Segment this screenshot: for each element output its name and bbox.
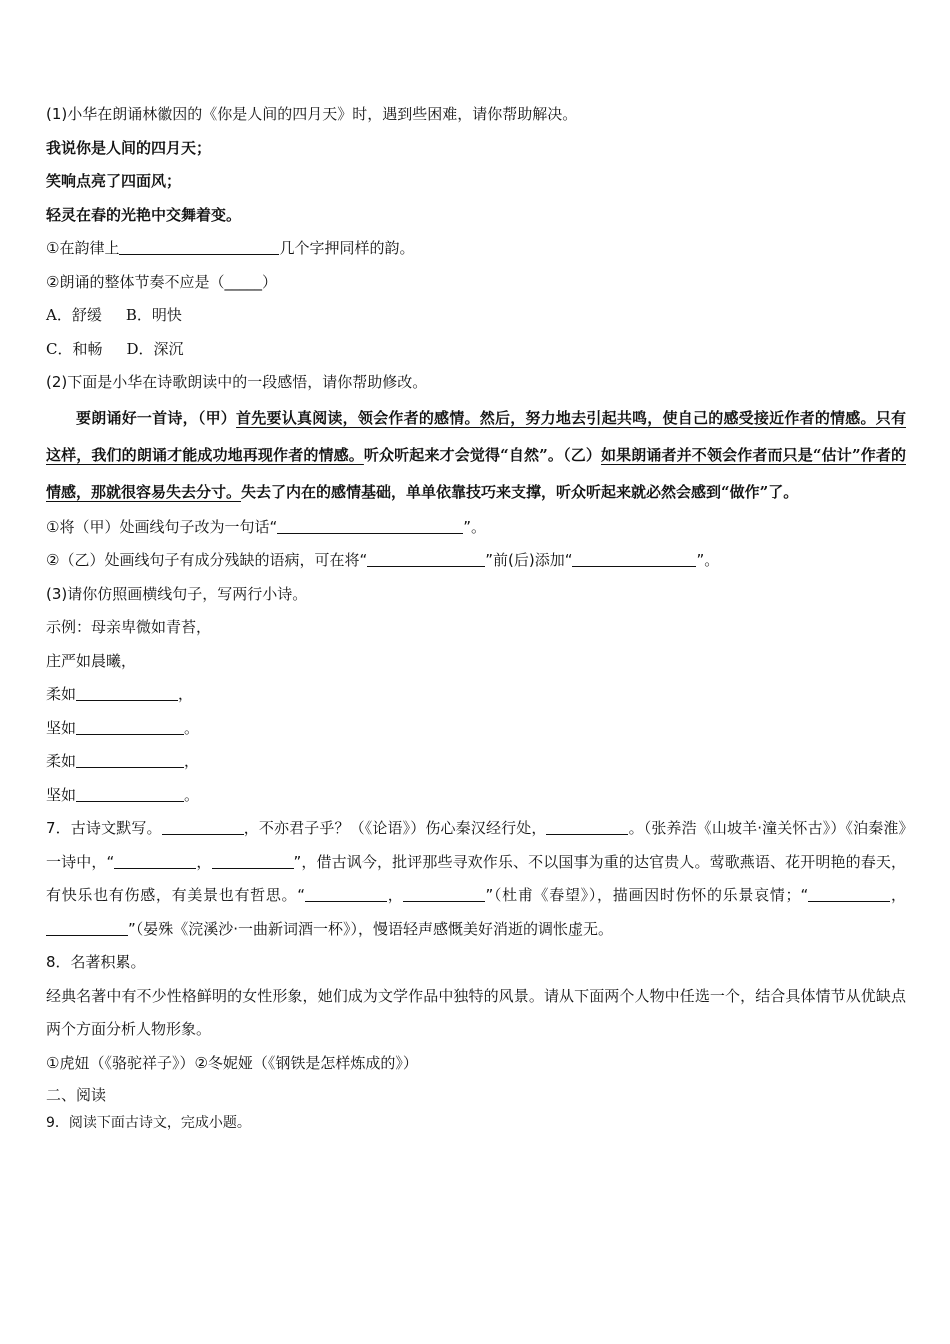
q7-text: ”（杜甫《春望》），描画因时伤怀的乐景哀情；“ [485, 886, 809, 904]
answer-blank[interactable] [76, 786, 184, 802]
q7-text: ， [196, 852, 212, 871]
q7-text: ”（晏殊《浣溪沙·一曲新词酒一杯》），慢语轻声感慨美好消逝的调怅虚无。 [128, 919, 614, 938]
q6-2-sub2-mid: ”前(后)添加“ [485, 551, 573, 569]
line-prefix: 柔如 [46, 685, 77, 703]
option-a: A．舒缓 [46, 306, 102, 324]
line-suffix: ， [178, 685, 194, 703]
q8-title: 8．名著积累。 [46, 953, 146, 971]
q7-text: ， [890, 886, 906, 904]
imitation-line-2 [46, 712, 906, 746]
options-row-2 [46, 333, 906, 367]
answer-blank[interactable] [367, 551, 485, 567]
q6-2-sub2-pre: ②（乙）处画线句子有成分残缺的语病，可在将“ [46, 551, 368, 569]
document-page [46, 98, 906, 1136]
q6-3-example-2: 庄严如晨曦， [46, 651, 137, 670]
q6-1-sub2: ②朗诵的整体节奏不应是（_____） [46, 272, 277, 291]
imitation-line-4 [46, 779, 906, 813]
q6-2-sub2 [46, 544, 906, 578]
answer-blank[interactable] [76, 752, 184, 768]
q6-3-example: 示例：母亲卑微如青苔， [46, 618, 212, 636]
answer-blank[interactable] [808, 886, 890, 902]
q6-2-sub1-post: ”。 [463, 517, 487, 536]
line-prefix: 柔如 [46, 752, 77, 770]
section-2-title: 二、阅读 [46, 1086, 107, 1104]
options-row-1 [46, 299, 906, 333]
answer-blank[interactable] [114, 853, 196, 869]
passage-underline-yi: 如果朗诵者并不领会作者而只是“估计”作者的情感，那就很容易失去分寸。 [46, 445, 906, 501]
answer-blank[interactable] [162, 819, 244, 835]
answer-blank[interactable] [572, 551, 696, 567]
answer-blank[interactable] [46, 920, 128, 936]
line-suffix: 。 [184, 785, 200, 804]
q6-2-sub1 [46, 511, 906, 545]
answer-blank[interactable] [76, 685, 178, 701]
option-d: D．深沉 [126, 339, 184, 358]
q6-2-passage [46, 400, 906, 511]
option-c: C．和畅 [46, 339, 103, 358]
answer-blank[interactable] [119, 239, 279, 255]
q6-2-sub1-pre: ①将（甲）处画线句子改为一句话“ [46, 517, 278, 536]
answer-blank[interactable] [403, 886, 485, 902]
imitation-line-3 [46, 745, 906, 779]
passage-part-c: 听众听起来才会觉得“自然”。（乙） [363, 445, 601, 464]
poem-line-2: 笑响点亮了四面风； [46, 172, 182, 190]
q6-3-intro: (3)请你仿照画横线句子，写两行小诗。 [46, 584, 308, 603]
q9-intro: 9．阅读下面古诗文，完成小题。 [46, 1115, 251, 1131]
q7-text: 7．古诗文默写。 [46, 819, 162, 837]
passage-part-a: 要朗诵好一首诗，（甲） [76, 408, 237, 427]
q6-1-sub1-pre: ①在韵律上 [46, 239, 120, 257]
answer-blank[interactable] [305, 886, 387, 902]
q7-text: ， [387, 886, 404, 904]
q6-2-intro: (2)下面是小华在诗歌朗读中的一段感悟，请你帮助修改。 [46, 373, 428, 391]
answer-blank[interactable] [76, 719, 184, 735]
q8-options: ①虎妞（《骆驼祥子》）②冬妮娅（《钢铁是怎样炼成的》） [46, 1053, 418, 1072]
q7-text: ”，借古讽今，批评那些寻欢作乐、不以国事为重的达官贵人。莺歌燕语、花开明艳的春天，有快乐也有伤感，有美景也有哲思。“ [46, 852, 906, 904]
passage-part-e: 失去了内在的感情基础，单单依靠技巧来支撑，听众听起来就必然会感到“做作”了。 [241, 482, 799, 501]
q7-text: 。（张养浩《山坡羊·潼关怀古》）《泊秦淮》一诗中，“ [46, 819, 906, 871]
imitation-line-1 [46, 678, 906, 712]
poem-line-3: 轻灵在春的光艳中交舞着变。 [46, 205, 242, 224]
q6-1-sub1-post: 几个字押同样的韵。 [279, 239, 415, 257]
q7-recitation [46, 812, 906, 946]
q7-text: ，不亦君子乎？（《论语》）伤心秦汉经行处， [243, 819, 547, 837]
option-b: B．明快 [125, 306, 182, 324]
line-suffix: ， [184, 752, 200, 770]
q6-1-intro: (1)小华在朗诵林徽因的《你是人间的四月天》时，遇到些困难，请你帮助解决。 [46, 105, 578, 123]
line-suffix: 。 [184, 718, 200, 737]
passage-underline-jia: 首先要认真阅读，领会作者的感情。然后，努力地去引起共鸣，使自己的感受接近作者的情感。只有这样，我们的朗诵才能成功地再现作者的情感。 [46, 408, 906, 464]
poem-line-1: 我说你是人间的四月天； [46, 138, 212, 157]
line-prefix: 坚如 [46, 785, 77, 804]
line-prefix: 坚如 [46, 718, 77, 737]
answer-blank[interactable] [212, 853, 294, 869]
q8-body: 经典名著中有不少性格鲜明的女性形象，她们成为文学作品中独特的风景。请从下面两个人物中任选一个，结合具体情节从优缺点两个方面分析人物形象。 [46, 986, 906, 1038]
q6-1-sub1 [46, 232, 906, 266]
answer-blank[interactable] [546, 819, 628, 835]
answer-blank[interactable] [277, 518, 463, 534]
q6-2-sub2-post: ”。 [696, 551, 720, 569]
